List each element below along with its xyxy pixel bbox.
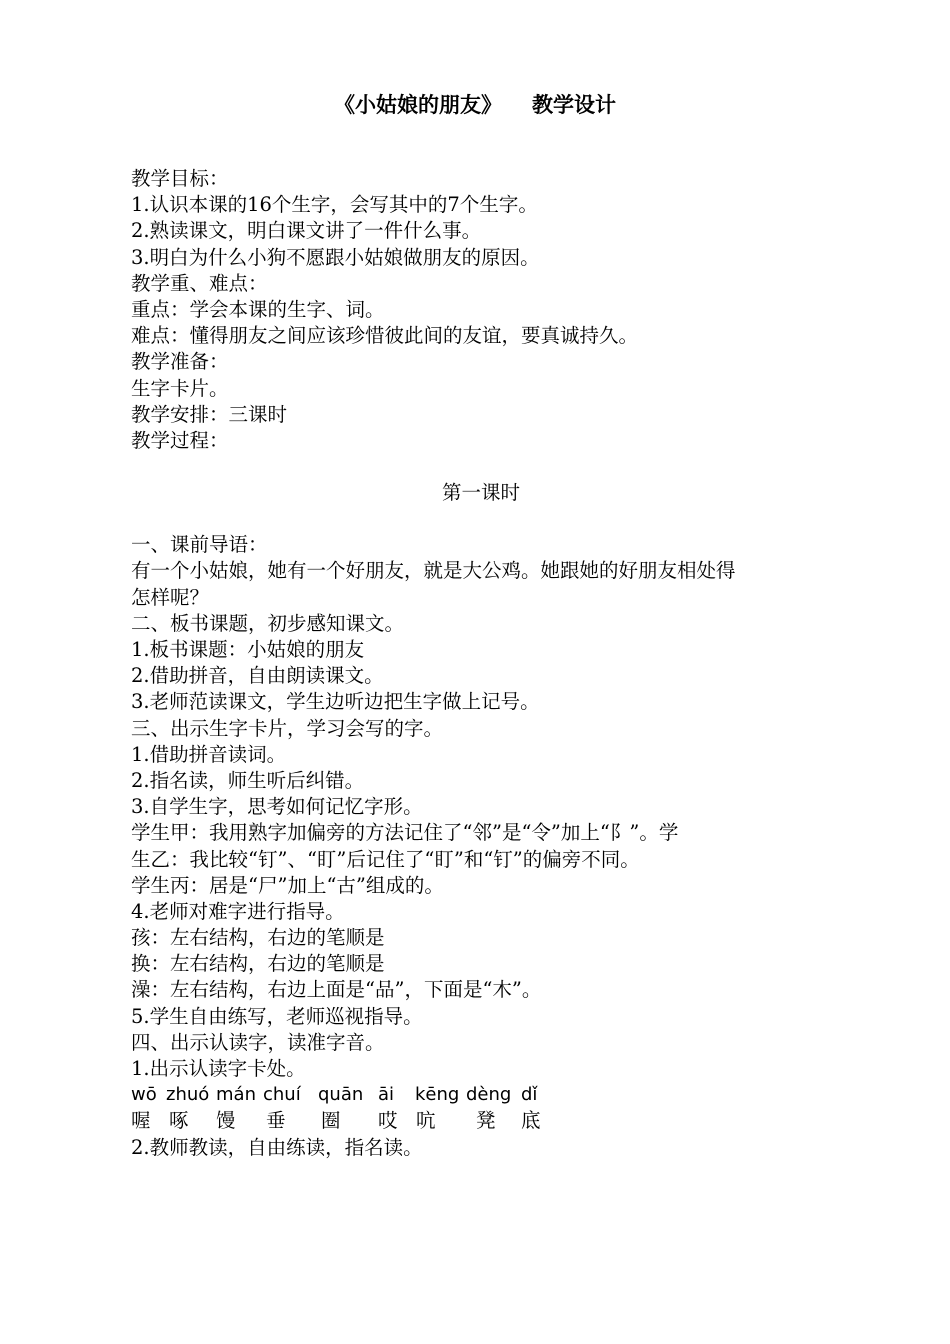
- text-line: 重点：学会本课的生字、词。: [131, 297, 385, 321]
- text-line: 2.指名读，师生听后纠错。: [131, 768, 365, 792]
- intro-block: [131, 166, 831, 454]
- text-line: 有一个小姑娘，她有一个好朋友，就是大公鸡。她跟她的好朋友相处得: [131, 559, 736, 583]
- reading-character: 喔: [131, 1109, 151, 1133]
- text-line: 1.板书课题：小姑娘的朋友: [131, 638, 365, 661]
- pinyin-syllable: dǐ: [521, 1084, 538, 1106]
- reading-character: 垂: [266, 1109, 286, 1133]
- text-line: 学生甲：我用熟字加偏旁的方法记住了“邻”是“令”加上“阝”。学: [131, 821, 679, 845]
- text-line: 澡：左右结构，右边上面是“品”，下面是“木”。: [131, 978, 542, 1002]
- reading-character: 底: [521, 1109, 541, 1133]
- text-line: 怎样呢？: [131, 585, 210, 609]
- text-line: 2.教师教读，自由练读，指名读。: [131, 1135, 423, 1159]
- text-line: 难点：懂得朋友之间应该珍惜彼此间的友谊，要真诚持久。: [131, 324, 639, 348]
- reading-character: 圈: [321, 1109, 341, 1133]
- pinyin-syllable: mán: [216, 1084, 256, 1106]
- pinyin-syllable: kēng: [415, 1084, 460, 1106]
- text-line: 换：左右结构，右边的笔顺是: [131, 952, 385, 976]
- text-line: 教学准备：: [131, 350, 229, 374]
- reading-character: 哎: [378, 1109, 398, 1133]
- text-line: 4.老师对难字进行指导。: [131, 899, 345, 923]
- pinyin-syllable: chuí: [263, 1084, 301, 1106]
- reading-character: 吭: [416, 1109, 436, 1133]
- character-row: [131, 1108, 831, 1134]
- reading-character: 凳: [476, 1109, 496, 1133]
- text-line: 一、课前导语：: [131, 533, 268, 557]
- title-part-2: 教学设计: [532, 93, 616, 117]
- title-part-1: 《小姑娘的朋友》: [334, 93, 502, 117]
- text-line: 5.学生自由练写，老师巡视指导。: [131, 1004, 423, 1028]
- text-line: 学生丙：居是“尸”加上“古”组成的。: [131, 873, 444, 897]
- pinyin-syllable: wō: [131, 1084, 157, 1106]
- reading-character: 馒: [216, 1109, 236, 1133]
- text-line: 教学安排：三课时: [131, 402, 288, 426]
- pinyin-syllable: quān: [318, 1084, 364, 1106]
- text-line: 2.借助拼音，自由朗读课文。: [131, 664, 384, 688]
- text-line: 3.老师范读课文，学生边听边把生字做上记号。: [131, 690, 540, 714]
- text-line: 生乙：我比较“钉”、“盯”后记住了“盯”和“钉”的偏旁不同。: [131, 847, 640, 871]
- reading-character: 啄: [169, 1109, 189, 1133]
- text-line: 1.出示认读字卡处。: [131, 1057, 306, 1080]
- text-line: 教学过程：: [131, 428, 229, 452]
- text-line: 1.认识本课的16个生字，会写其中的7个生字。: [131, 193, 538, 217]
- text-line: 教学重、难点：: [131, 271, 268, 295]
- text-line: 孩：左右结构，右边的笔顺是: [131, 926, 385, 950]
- pinyin-syllable: zhuó: [166, 1084, 210, 1106]
- lesson-block-1: [131, 532, 831, 1082]
- text-line: 1.借助拼音读词。: [131, 742, 287, 766]
- document-body: [131, 166, 831, 1161]
- pinyin-syllable: āi: [378, 1084, 395, 1106]
- document-title: [0, 89, 950, 119]
- text-line: 四、出示认读字，读准字音。: [131, 1030, 385, 1054]
- pinyin-syllable: dèng: [466, 1084, 512, 1106]
- text-line: 教学目标：: [131, 167, 229, 190]
- pinyin-row: [131, 1082, 831, 1108]
- text-line: 3.明白为什么小狗不愿跟小姑娘做朋友的原因。: [131, 245, 540, 269]
- lesson-block-2: [131, 1135, 831, 1161]
- section-heading: 第一课时: [441, 481, 520, 505]
- text-line: 三、出示生字卡片，学习会写的字。: [131, 716, 444, 740]
- text-line: 3.自学生字，思考如何记忆字形。: [131, 795, 423, 819]
- text-line: 2.熟读课文，明白课文讲了一件什么事。: [131, 219, 482, 243]
- text-line: 二、板书课题，初步感知课文。: [131, 611, 405, 635]
- text-line: 生字卡片。: [131, 376, 229, 400]
